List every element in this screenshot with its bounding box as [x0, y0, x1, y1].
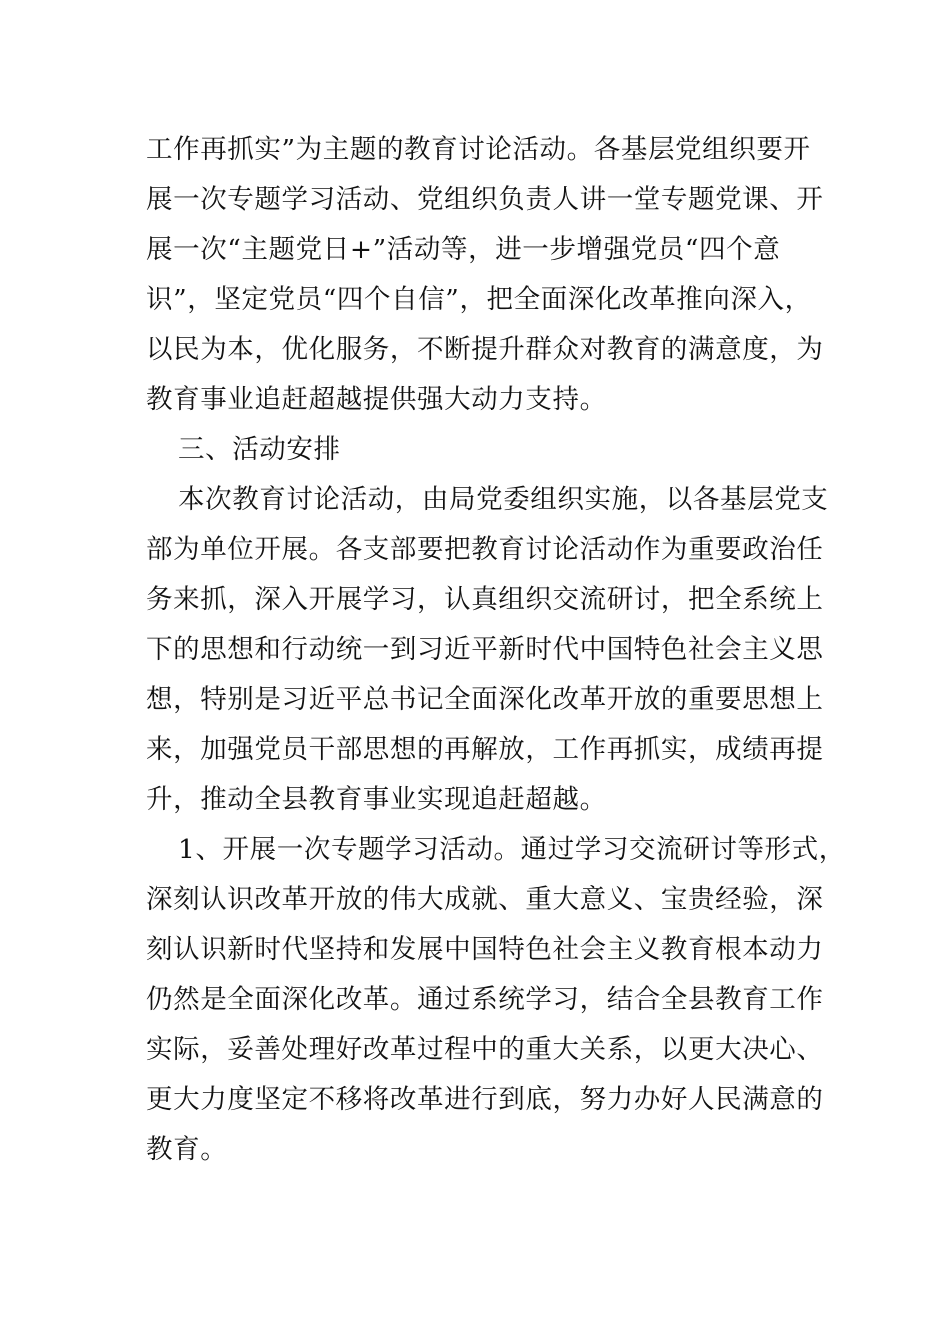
text-line: 实际，妥善处理好改革过程中的重大关系，以更大决心、: [146, 1034, 824, 1065]
text-line: 教育。: [146, 1134, 228, 1165]
text-line: 想，特别是习近平总书记全面深化改革开放的重要思想上: [146, 684, 824, 715]
text-line: 展一次专题学习活动、党组织负责人讲一堂专题党课、开: [146, 184, 824, 215]
text-line: 工作再抓实”为主题的教育讨论活动。各基层党组织要开: [146, 134, 811, 165]
text-line: 部为单位开展。各支部要把教育讨论活动作为重要政治任: [146, 534, 824, 565]
text-line: 展一次“主题党日+”活动等，进一步增强党员“四个意: [146, 234, 781, 265]
text-line: 深刻认识改革开放的伟大成就、重大意义、宝贵经验，深: [146, 884, 824, 915]
paragraph-first-line: 本次教育讨论活动，由局党委组织实施，以各基层党支: [178, 484, 829, 515]
text-line: 下的思想和行动统一到习近平新时代中国特色社会主义思: [146, 634, 824, 665]
text-line: 识”，坚定党员“四个自信”，把全面深化改革推向深入，: [146, 284, 812, 315]
text-line: 务来抓，深入开展学习，认真组织交流研讨，把全系统上: [146, 584, 824, 615]
text-line: 仍然是全面深化改革。通过系统学习，结合全县教育工作: [146, 984, 824, 1015]
text-line: 刻认识新时代坚持和发展中国特色社会主义教育根本动力: [146, 934, 824, 965]
text-line: 更大力度坚定不移将改革进行到底，努力办好人民满意的: [146, 1084, 824, 1115]
text-line: 升，推动全县教育事业实现追赶超越。: [146, 784, 607, 815]
text-line: 以民为本，优化服务，不断提升群众对教育的满意度，为: [146, 334, 824, 365]
paragraph-first-line: 1、开展一次专题学习活动。通过学习交流研讨等形式，: [178, 834, 846, 865]
section-heading: 三、活动安排: [178, 434, 341, 465]
text-line: 来，加强党员干部思想的再解放，工作再抓实，成绩再提: [146, 734, 824, 765]
text-line: 教育事业追赶超越提供强大动力支持。: [146, 384, 607, 415]
